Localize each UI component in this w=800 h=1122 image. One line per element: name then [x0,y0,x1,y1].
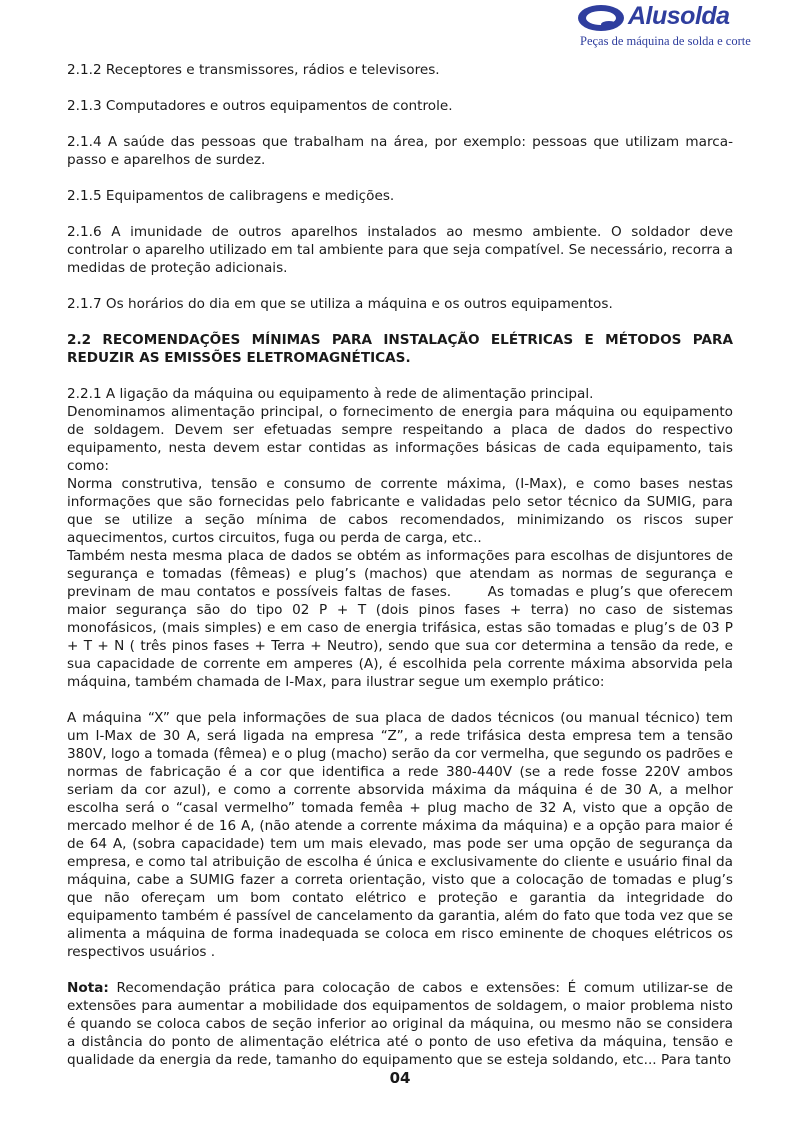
brand-name: Alusolda [628,2,730,30]
page-number: 04 [389,1069,411,1087]
paragraph-tomadas: Também nesta mesma placa de dados se obtém as informações para escolhas de disjuntores de segurança e tomadas (fêmeas) e plug’s (machos) que atendam as normas de segurança e previnam de mau contatos e possíveis faltas de fases. As tomadas e plug’s que oferecem maior segurança são do tipo 02 P + T (dois pinos fases + terra) no caso de sistemas monofásicos, (mais simples) e em caso de energia trifásica, estas são tomadas e plug’s de 03 P + T + N ( três pinos fases + Terra + Neutro), sendo que sua cor determina a tensão da rede, e sua capacidade de corrente em amperes (A), é escolhida pela corrente máxima absorvida pela máquina, também chamada de I-Max, para ilustrar segue um exemplo prático: [67,548,738,690]
item-2-1-3: 2.1.3 Computadores e outros equipamentos de controle. [67,98,453,114]
item-2-1-7: 2.1.7 Os horários do dia em que se utiliza a máquina e os outros equipamentos. [67,296,613,312]
item-2-1-6: 2.1.6 A imunidade de outros aparelhos instalados ao mesmo ambiente. O soldador deve controlar o aparelho utilizado em tal ambiente para que seja compatível. Se necessário, recorra a medidas de proteção adicionais. [67,224,733,276]
item-2-1-4: 2.1.4 A saúde das pessoas que trabalham na área, por exemplo: pessoas que utilizam marca-passo e aparelhos de surdez. [67,134,733,168]
logo-mark [578,2,748,32]
item-2-1-5: 2.1.5 Equipamentos de calibragens e medições. [67,188,395,204]
note-paragraph [67,979,733,1069]
logo-ring-icon [578,5,624,31]
section-2-2-heading: 2.2 RECOMENDAÇÕES MÍNIMAS PARA INSTALAÇÃO ELÉTRICAS E MÉTODOS PARA REDUZIR AS EMISSÕES ELETROMAGNÉTICAS. [67,332,733,366]
note-label: Nota: [67,980,109,996]
brand-logo [578,0,751,52]
brand-tagline: Peças de máquina de solda e corte [580,34,751,48]
paragraph-exemplo: A máquina “X” que pela informações de sua placa de dados técnicos (ou manual técnico) tem um I-Max de 30 A, será ligada na empresa “Z”, a rede trifásica desta empresa tem a tensão 380V, logo a tomada (fêmea) e o plug (macho) serão da cor vermelha, que segundo os padrões e normas de fabricação é a cor que identifica a rede 380-440V (se a rede fosse 220V ambos seriam da cor azul), e como a corrente absorvida máxima da máquina é de 30 A, a melhor escolha será o “casal vermelho” tomada femêa + plug macho de 32 A, visto que a opção de mercado melhor é de 16 A, (não atende a corrente máxima da máquina) e a opção para maior é de 64 A, (sobra capacidade) tem um mais elevado, mas pode ser uma opção de segurança da empresa, e como tal atribuição de escolha é única e exclusivamente do cliente e usuário final da máquina, cabe a SUMIG fazer a correta orientação, visto que a colocação de tomadas e plug’s que não ofereçam um bom contato elétrico e proteção e garantia da integridade do equipamento também é passível de cancelamento da garantia, além do fato que toda vez que se alimenta a máquina de forma inadequada se coloca em risco eminente de choques elétricos os respectivos usuários . [67,710,733,960]
note-text: Recomendação prática para colocação de cabos e extensões: É comum utilizar-se de extensões para aumentar a mobilidade dos equipamentos de soldagem, o maior problema nisto é quando se coloca cabos de seção inferior ao original da máquina, ou mesmo não se considera a distância do ponto de alimentação elétrica até o ponto de uso efetiva da máquina, tensão e qualidade da energia da rede, tamanho do equipamento que se esteja soldando, etc... Para tanto [67,980,733,1068]
document-body [67,61,738,1069]
item-2-2-1-title: 2.2.1 A ligação da máquina ou equipamento à rede de alimentação principal. [67,386,594,402]
paragraph-alimentacao: Denominamos alimentação principal, o fornecimento de energia para máquina ou equipamento de soldagem. Devem ser efetuadas sempre respeitando a placa de dados do respectivo equipamento, nesta devem estar contidas as informações básicas de cada equipamento, tais como: [67,404,733,474]
item-2-1-2: 2.1.2 Receptores e transmissores, rádios e televisores. [67,62,440,78]
paragraph-norma: Norma construtiva, tensão e consumo de corrente máxima, (I-Max), e como bases nestas informações que são fornecidas pelo fabricante e validadas pelo setor técnico da SUMIG, para que se utilize a seção mínima de cabos recomendados, minimizando os riscos super aquecimentos, curtos circuitos, fuga ou perda de carga, etc.. [67,476,733,546]
